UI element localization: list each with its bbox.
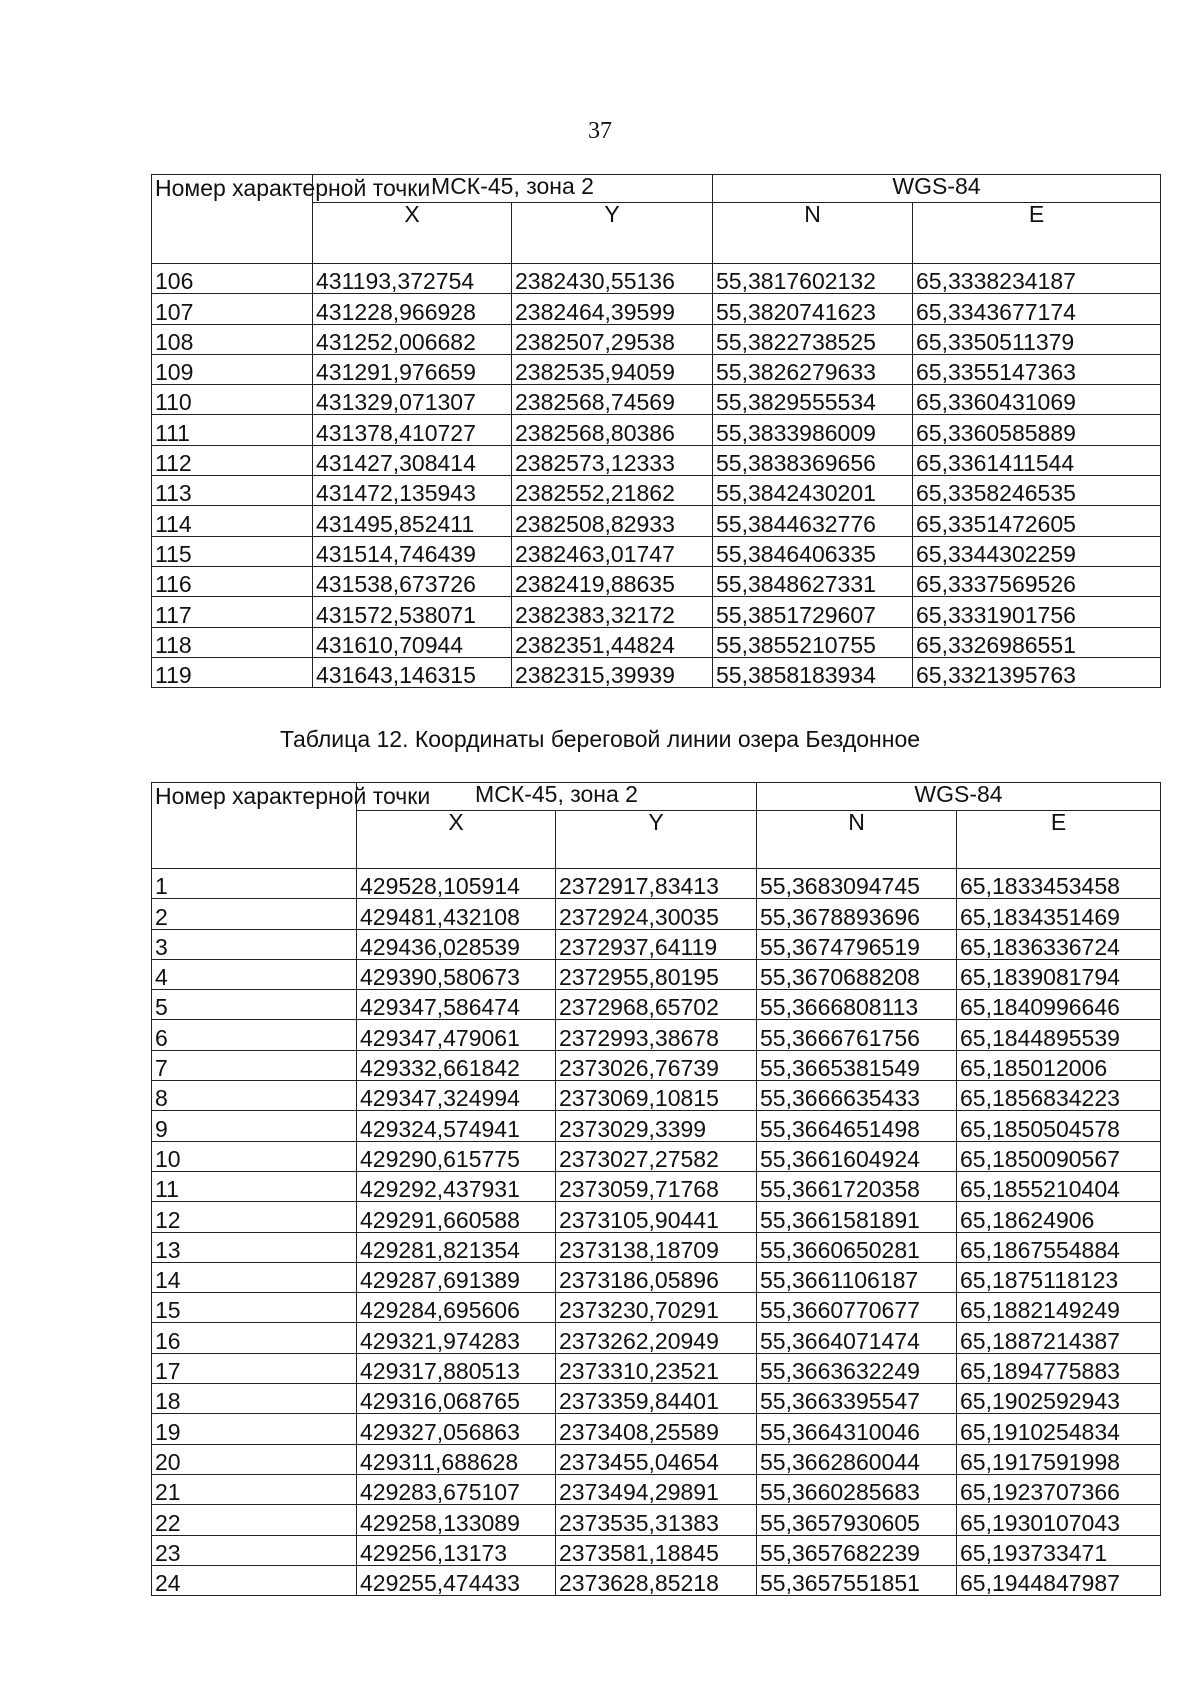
n-cell: 55,3661720358	[757, 1171, 957, 1201]
y-cell: 2382568,80386	[512, 415, 713, 445]
y-cell: 2373027,27582	[556, 1141, 757, 1171]
e-cell: 65,3350511379	[913, 324, 1161, 354]
table-row	[152, 324, 1161, 354]
y-cell: 2382507,29538	[512, 324, 713, 354]
x-cell: 429528,105914	[357, 869, 556, 899]
point-number-header: Номер характерной точки	[152, 783, 357, 869]
e-column-header: E	[913, 203, 1161, 264]
y-cell: 2373059,71768	[556, 1171, 757, 1201]
msk-header: МСК-45, зона 2	[313, 175, 713, 203]
e-cell: 65,1917591998	[957, 1444, 1161, 1474]
n-cell: 55,3660650281	[757, 1232, 957, 1262]
e-cell: 65,1887214387	[957, 1323, 1161, 1353]
table-row	[152, 385, 1161, 415]
page-number: 37	[588, 118, 612, 144]
x-cell: 429327,056863	[357, 1414, 556, 1444]
table-row	[152, 1505, 1161, 1535]
y-cell: 2382568,74569	[512, 385, 713, 415]
table-row	[152, 959, 1161, 989]
n-cell: 55,3820741623	[713, 294, 913, 324]
point-number-cell: 9	[152, 1111, 357, 1141]
x-cell: 431472,135943	[313, 476, 512, 506]
n-cell: 55,3822738525	[713, 324, 913, 354]
x-cell: 429347,324994	[357, 1081, 556, 1111]
y-cell: 2373138,18709	[556, 1232, 757, 1262]
e-cell: 65,1833453458	[957, 869, 1161, 899]
point-number-cell: 119	[152, 657, 313, 687]
point-number-cell: 109	[152, 354, 313, 384]
point-number-cell: 117	[152, 597, 313, 627]
point-number-cell: 5	[152, 990, 357, 1020]
table-row	[152, 1444, 1161, 1474]
x-cell: 431378,410727	[313, 415, 512, 445]
point-number-cell: 6	[152, 1020, 357, 1050]
point-number-cell: 108	[152, 324, 313, 354]
n-cell: 55,3838369656	[713, 445, 913, 475]
y-cell: 2373186,05896	[556, 1262, 757, 1292]
e-cell: 65,3331901756	[913, 597, 1161, 627]
y-column-header: Y	[512, 203, 713, 264]
x-cell: 431514,746439	[313, 536, 512, 566]
point-number-cell: 107	[152, 294, 313, 324]
e-cell: 65,1923707366	[957, 1474, 1161, 1504]
n-cell: 55,3661604924	[757, 1141, 957, 1171]
x-cell: 431329,071307	[313, 385, 512, 415]
n-cell: 55,3660285683	[757, 1474, 957, 1504]
n-cell: 55,3657551851	[757, 1565, 957, 1595]
y-cell: 2372937,64119	[556, 929, 757, 959]
table-row	[152, 1474, 1161, 1504]
n-cell: 55,3664651498	[757, 1111, 957, 1141]
table-caption: Таблица 12. Координаты береговой линии озера Бездонное	[279, 726, 921, 752]
point-number-cell: 106	[152, 264, 313, 294]
e-cell: 65,3351472605	[913, 506, 1161, 536]
y-cell: 2382383,32172	[512, 597, 713, 627]
e-cell: 65,1930107043	[957, 1505, 1161, 1535]
x-cell: 431252,006682	[313, 324, 512, 354]
x-cell: 429258,133089	[357, 1505, 556, 1535]
point-number-cell: 16	[152, 1323, 357, 1353]
table-row	[152, 1535, 1161, 1565]
point-number-cell: 111	[152, 415, 313, 445]
n-column-header: N	[757, 811, 957, 869]
point-number-cell: 24	[152, 1565, 357, 1595]
x-cell: 429347,479061	[357, 1020, 556, 1050]
n-cell: 55,3817602132	[713, 264, 913, 294]
x-cell: 429311,688628	[357, 1444, 556, 1474]
y-cell: 2382351,44824	[512, 627, 713, 657]
x-cell: 429283,675107	[357, 1474, 556, 1504]
x-cell: 429332,661842	[357, 1050, 556, 1080]
point-number-cell: 8	[152, 1081, 357, 1111]
n-cell: 55,3833986009	[713, 415, 913, 445]
point-number-cell: 21	[152, 1474, 357, 1504]
x-cell: 429481,432108	[357, 899, 556, 929]
point-number-cell: 113	[152, 476, 313, 506]
y-cell: 2372917,83413	[556, 869, 757, 899]
e-cell: 65,1840996646	[957, 990, 1161, 1020]
n-cell: 55,3663632249	[757, 1353, 957, 1383]
point-number-cell: 20	[152, 1444, 357, 1474]
e-cell: 65,3358246535	[913, 476, 1161, 506]
point-number-cell: 4	[152, 959, 357, 989]
point-number-header: Номер характерной точки	[152, 175, 313, 264]
e-cell: 65,1834351469	[957, 899, 1161, 929]
y-cell: 2373069,10815	[556, 1081, 757, 1111]
point-number-cell: 3	[152, 929, 357, 959]
x-cell: 429255,474433	[357, 1565, 556, 1595]
y-cell: 2373535,31383	[556, 1505, 757, 1535]
table-row	[152, 1384, 1161, 1414]
n-column-header: N	[713, 203, 913, 264]
x-cell: 429281,821354	[357, 1232, 556, 1262]
table-1-body	[152, 264, 1161, 688]
x-cell: 431228,966928	[313, 294, 512, 324]
table-row	[152, 1414, 1161, 1444]
point-number-cell: 10	[152, 1141, 357, 1171]
y-cell: 2372924,30035	[556, 899, 757, 929]
n-cell: 55,3666635433	[757, 1081, 957, 1111]
table-row	[152, 506, 1161, 536]
coordinates-table-1	[151, 174, 1161, 688]
y-cell: 2382315,39939	[512, 657, 713, 687]
point-number-cell: 118	[152, 627, 313, 657]
table-row	[152, 415, 1161, 445]
table-row	[152, 294, 1161, 324]
x-column-header: X	[357, 811, 556, 869]
e-cell: 65,1882149249	[957, 1293, 1161, 1323]
x-cell: 431427,308414	[313, 445, 512, 475]
y-cell: 2373581,18845	[556, 1535, 757, 1565]
y-cell: 2373262,20949	[556, 1323, 757, 1353]
n-cell: 55,3661106187	[757, 1262, 957, 1292]
table-2-body	[152, 869, 1161, 1596]
point-number-cell: 14	[152, 1262, 357, 1292]
e-cell: 65,18624906	[957, 1202, 1161, 1232]
y-cell: 2382464,39599	[512, 294, 713, 324]
x-cell: 429316,068765	[357, 1384, 556, 1414]
x-cell: 431572,538071	[313, 597, 512, 627]
table-row	[152, 566, 1161, 596]
x-column-header: X	[313, 203, 512, 264]
table-row	[152, 354, 1161, 384]
table-row	[152, 1050, 1161, 1080]
y-cell: 2373359,84401	[556, 1384, 757, 1414]
table-row	[152, 1141, 1161, 1171]
n-cell: 55,3855210755	[713, 627, 913, 657]
wgs-header: WGS-84	[757, 783, 1161, 811]
x-cell: 431610,70944	[313, 627, 512, 657]
x-cell: 431643,146315	[313, 657, 512, 687]
point-number-cell: 11	[152, 1171, 357, 1201]
point-number-cell: 22	[152, 1505, 357, 1535]
n-cell: 55,3657930605	[757, 1505, 957, 1535]
e-cell: 65,1850090567	[957, 1141, 1161, 1171]
point-number-cell: 7	[152, 1050, 357, 1080]
x-cell: 431291,976659	[313, 354, 512, 384]
x-cell: 431193,372754	[313, 264, 512, 294]
x-cell: 431538,673726	[313, 566, 512, 596]
table-row	[152, 1111, 1161, 1141]
table-row	[152, 1081, 1161, 1111]
x-cell: 431495,852411	[313, 506, 512, 536]
point-number-cell: 17	[152, 1353, 357, 1383]
y-cell: 2373455,04654	[556, 1444, 757, 1474]
e-cell: 65,1875118123	[957, 1262, 1161, 1292]
table-row	[152, 445, 1161, 475]
y-cell: 2382419,88635	[512, 566, 713, 596]
e-cell: 65,3338234187	[913, 264, 1161, 294]
table-row	[152, 1565, 1161, 1595]
e-cell: 65,185012006	[957, 1050, 1161, 1080]
y-cell: 2372955,80195	[556, 959, 757, 989]
y-cell: 2372968,65702	[556, 990, 757, 1020]
point-number-cell: 18	[152, 1384, 357, 1414]
point-number-cell: 23	[152, 1535, 357, 1565]
table-row	[152, 869, 1161, 899]
n-cell: 55,3665381549	[757, 1050, 957, 1080]
n-cell: 55,3848627331	[713, 566, 913, 596]
point-number-cell: 110	[152, 385, 313, 415]
y-cell: 2372993,38678	[556, 1020, 757, 1050]
n-cell: 55,3666761756	[757, 1020, 957, 1050]
x-cell: 429321,974283	[357, 1323, 556, 1353]
e-cell: 65,3361411544	[913, 445, 1161, 475]
n-cell: 55,3858183934	[713, 657, 913, 687]
x-cell: 429290,615775	[357, 1141, 556, 1171]
e-cell: 65,1844895539	[957, 1020, 1161, 1050]
e-cell: 65,1910254834	[957, 1414, 1161, 1444]
e-cell: 65,1850504578	[957, 1111, 1161, 1141]
n-cell: 55,3663395547	[757, 1384, 957, 1414]
n-cell: 55,3666808113	[757, 990, 957, 1020]
y-cell: 2382535,94059	[512, 354, 713, 384]
y-cell: 2382463,01747	[512, 536, 713, 566]
table-row	[152, 627, 1161, 657]
n-cell: 55,3846406335	[713, 536, 913, 566]
e-cell: 65,1836336724	[957, 929, 1161, 959]
e-cell: 65,1856834223	[957, 1081, 1161, 1111]
e-column-header: E	[957, 811, 1161, 869]
point-number-cell: 112	[152, 445, 313, 475]
e-cell: 65,3321395763	[913, 657, 1161, 687]
y-cell: 2373105,90441	[556, 1202, 757, 1232]
point-number-cell: 115	[152, 536, 313, 566]
n-cell: 55,3844632776	[713, 506, 913, 536]
e-cell: 65,1944847987	[957, 1565, 1161, 1595]
x-cell: 429291,660588	[357, 1202, 556, 1232]
wgs-header: WGS-84	[713, 175, 1161, 203]
table-row	[152, 899, 1161, 929]
y-cell: 2382430,55136	[512, 264, 713, 294]
table-row	[152, 1293, 1161, 1323]
n-cell: 55,3826279633	[713, 354, 913, 384]
x-cell: 429256,13173	[357, 1535, 556, 1565]
n-cell: 55,3851729607	[713, 597, 913, 627]
y-cell: 2382573,12333	[512, 445, 713, 475]
n-cell: 55,3661581891	[757, 1202, 957, 1232]
x-cell: 429284,695606	[357, 1293, 556, 1323]
point-number-cell: 116	[152, 566, 313, 596]
e-cell: 65,1867554884	[957, 1232, 1161, 1262]
table-row	[152, 476, 1161, 506]
coordinates-table-2	[151, 782, 1161, 1596]
e-cell: 65,3344302259	[913, 536, 1161, 566]
x-cell: 429324,574941	[357, 1111, 556, 1141]
table-row	[152, 929, 1161, 959]
table-row	[152, 597, 1161, 627]
point-number-cell: 1	[152, 869, 357, 899]
e-cell: 65,1902592943	[957, 1384, 1161, 1414]
y-column-header: Y	[556, 811, 757, 869]
e-cell: 65,1855210404	[957, 1171, 1161, 1201]
e-cell: 65,3326986551	[913, 627, 1161, 657]
y-cell: 2382552,21862	[512, 476, 713, 506]
y-cell: 2373029,3399	[556, 1111, 757, 1141]
table-row	[152, 1353, 1161, 1383]
y-cell: 2373310,23521	[556, 1353, 757, 1383]
y-cell: 2373230,70291	[556, 1293, 757, 1323]
point-number-cell: 13	[152, 1232, 357, 1262]
table-row	[152, 1232, 1161, 1262]
table-row	[152, 990, 1161, 1020]
x-cell: 429390,580673	[357, 959, 556, 989]
table-row	[152, 1323, 1161, 1353]
point-number-cell: 15	[152, 1293, 357, 1323]
table-row	[152, 1020, 1161, 1050]
e-cell: 65,3360585889	[913, 415, 1161, 445]
n-cell: 55,3842430201	[713, 476, 913, 506]
n-cell: 55,3660770677	[757, 1293, 957, 1323]
e-cell: 65,3343677174	[913, 294, 1161, 324]
table-row	[152, 264, 1161, 294]
table-row	[152, 1262, 1161, 1292]
y-cell: 2373408,25589	[556, 1414, 757, 1444]
n-cell: 55,3678893696	[757, 899, 957, 929]
e-cell: 65,3337569526	[913, 566, 1161, 596]
e-cell: 65,1894775883	[957, 1353, 1161, 1383]
x-cell: 429292,437931	[357, 1171, 556, 1201]
table-row	[152, 1171, 1161, 1201]
n-cell: 55,3674796519	[757, 929, 957, 959]
table-row	[152, 536, 1161, 566]
n-cell: 55,3664310046	[757, 1414, 957, 1444]
n-cell: 55,3657682239	[757, 1535, 957, 1565]
n-cell: 55,3670688208	[757, 959, 957, 989]
y-cell: 2382508,82933	[512, 506, 713, 536]
point-number-cell: 12	[152, 1202, 357, 1232]
n-cell: 55,3662860044	[757, 1444, 957, 1474]
e-cell: 65,3360431069	[913, 385, 1161, 415]
n-cell: 55,3829555534	[713, 385, 913, 415]
x-cell: 429347,586474	[357, 990, 556, 1020]
y-cell: 2373628,85218	[556, 1565, 757, 1595]
e-cell: 65,1839081794	[957, 959, 1161, 989]
x-cell: 429287,691389	[357, 1262, 556, 1292]
n-cell: 55,3683094745	[757, 869, 957, 899]
x-cell: 429436,028539	[357, 929, 556, 959]
y-cell: 2373026,76739	[556, 1050, 757, 1080]
point-number-cell: 19	[152, 1414, 357, 1444]
point-number-cell: 114	[152, 506, 313, 536]
y-cell: 2373494,29891	[556, 1474, 757, 1504]
table-row	[152, 1202, 1161, 1232]
point-number-cell: 2	[152, 899, 357, 929]
msk-header: МСК-45, зона 2	[357, 783, 757, 811]
x-cell: 429317,880513	[357, 1353, 556, 1383]
table-row	[152, 657, 1161, 687]
n-cell: 55,3664071474	[757, 1323, 957, 1353]
e-cell: 65,3355147363	[913, 354, 1161, 384]
e-cell: 65,193733471	[957, 1535, 1161, 1565]
